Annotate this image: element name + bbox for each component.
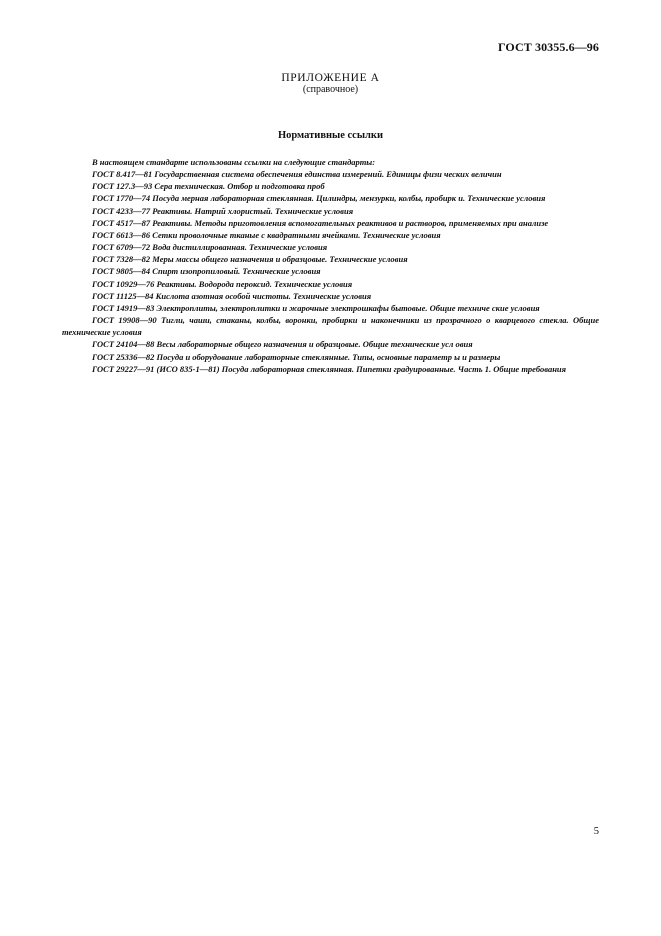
reference-item: ГОСТ 4517—87 Реактивы. Методы приготовления вспомогательных реактивов и растворов, применяемых при анализе <box>92 217 549 228</box>
references-intro: В настоящем стандарте использованы ссылки на следующие стандарты: <box>92 157 376 167</box>
reference-item: ГОСТ 6709—72 Вода дистиллированная. Технические условия <box>92 242 328 253</box>
references-list <box>62 156 599 375</box>
reference-item: ГОСТ 25336—82 Посуда и оборудование лабораторные стеклянные. Типы, основные параметр ы и размеры <box>92 351 501 362</box>
reference-item: ГОСТ 6613—86 Сетки проволочные тканые с квадратными ячейками. Технические условия <box>92 229 441 240</box>
appendix-title: ПРИЛОЖЕНИЕ А <box>281 72 380 84</box>
reference-item: ГОСТ 127.3—93 Сера техническая. Отбор и подготовка проб <box>92 181 325 192</box>
reference-item: ГОСТ 8.417—81 Государственная система обеспечения единства измерений. Единицы физи ческих величин <box>92 169 502 180</box>
reference-item: ГОСТ 11125—84 Кислота азотная особой чистоты. Технические условия <box>92 290 372 301</box>
reference-item: ГОСТ 1770—74 Посуда мерная лабораторная стеклянная. Цилиндры, мензурки, колбы, пробирк и. Технические условия <box>92 193 546 204</box>
reference-item: ГОСТ 24104—88 Весы лабораторные общего назначения и образцовые. Общие технические усл овия <box>92 339 473 350</box>
reference-item: ГОСТ 9805—84 Спирт изопропиловый. Технические условия <box>92 266 321 277</box>
section-title: Нормативные ссылки <box>277 130 384 141</box>
reference-item: ГОСТ 29227—91 (ИСО 835-1—81) Посуда лабораторная стеклянная. Пипетки градуированные. Часть 1. Общие требования <box>92 363 567 374</box>
reference-item: ГОСТ 7328—82 Меры массы общего назначения и образцовые. Технические условия <box>92 254 408 265</box>
reference-item: ГОСТ 19908—90 Тигли, чаши, стаканы, колбы, воронки, пробирки и наконечники из прозрачного о кварцевого стекла. Общие технические условия <box>62 315 599 338</box>
reference-item: ГОСТ 4233—77 Реактивы. Натрий хлористый. Технические условия <box>92 205 354 216</box>
page-number: 5 <box>593 826 599 837</box>
reference-item: ГОСТ 14919—83 Электроплиты, электроплитки и жарочные электрошкафы бытовые. Общие техниче ские условия <box>92 302 540 313</box>
standard-code-header: ГОСТ 30355.6—96 <box>498 40 599 54</box>
appendix-subtitle: (справочное) <box>302 84 359 95</box>
reference-item: ГОСТ 10929—76 Реактивы. Водорода пероксид. Технические условия <box>92 278 353 289</box>
